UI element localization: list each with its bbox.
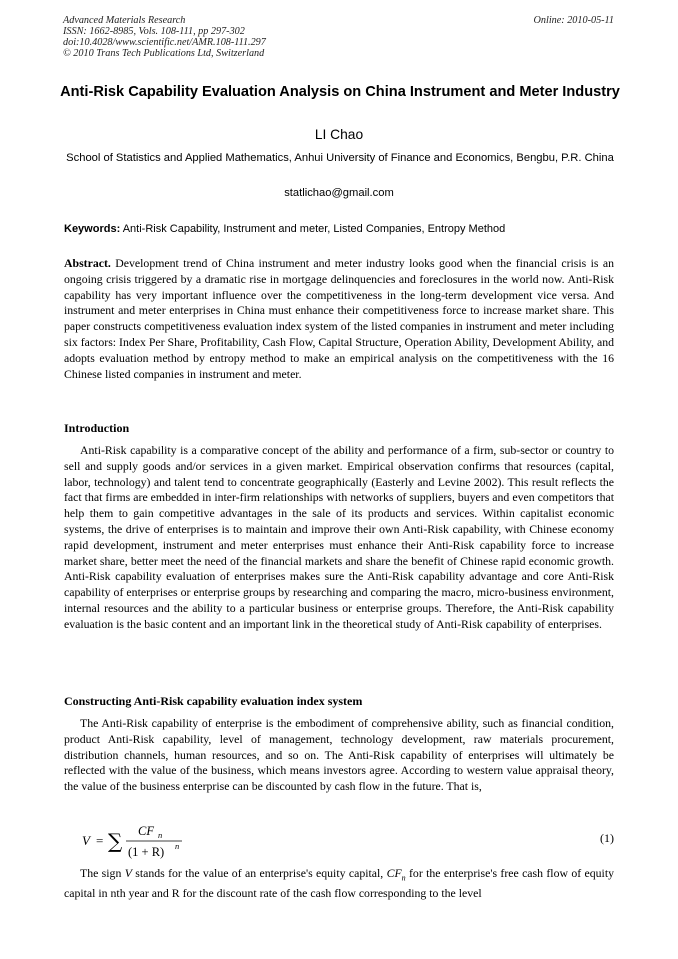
journal-issn: ISSN: 1662-8985, Vols. 108-111, pp 297-302 <box>63 26 245 37</box>
paper-title: Anti-Risk Capability Evaluation Analysis on China Instrument and Meter Industry <box>60 84 620 100</box>
construct-paragraph: The Anti-Risk capability of enterprise is the embodiment of comprehensive ability, such as financial condition, product Anti-Risk capability, level of management, technology development, raw materials procurement, distribution channels, human resources, and so on. The Anti-Risk capability of enterprises will ultimately be reflected with the value of the business, which means investors agree. According to western value appraisal theory, the value of the business enterprise can be discounted by cash flow in the future. That is, <box>64 716 614 794</box>
symbol-cf-sub: n <box>401 873 406 883</box>
keywords-label: Keywords: <box>64 223 121 235</box>
symbol-v: V <box>124 866 132 880</box>
journal-name: Advanced Materials Research <box>63 15 186 26</box>
online-date: Online: 2010-05-11 <box>533 15 614 26</box>
keywords-text: Anti-Risk Capability, Instrument and meter, Listed Companies, Entropy Method <box>122 223 506 235</box>
construct-heading: Constructing Anti-Risk capability evaluation index system <box>64 694 363 708</box>
eq-equals: = <box>96 833 104 848</box>
introduction-paragraph: Anti-Risk capability is a comparative concept of the ability and performance of a firm, sub-sector or country to sell and supply goods and/or services in a given market. Empirical observation confirms that resources (capital, labor, technology) and talent tend to concentrate geographically (Easterly and Levine 2002). This result reflects the fact that firms are embedded in inter-firm relationships with networks of suppliers, buyers and even competitors that help them to gain competitive advantages in the sale of its products and services. Within capitalist economic systems, the drive of enterprises is to maintain and improve their own Anti-Risk capability, with Chinese economy rapid development, instrument and meter enterprises must enhance their Anti-Risk capability force to increase market share, better meet the need of the financial markets and share the benefit of Chinese rapid economic growth. Anti-Risk capability evaluation of enterprises makes sure the Anti-Risk capability advantage and core Anti-Risk capability of enterprises or enterprise groups by researching and comparing the macro, micro-business environment, internal resources and the ability to a particular business or enterprise groups. Therefore, the Anti-Risk capability evaluation is the basic content and an important link in the theoretical study of Anti-Risk capability of enterprises. <box>64 443 614 631</box>
journal-header <box>63 15 393 59</box>
journal-copyright: © 2010 Trans Tech Publications Ltd, Switzerland <box>63 48 265 59</box>
paper-author: LI Chao <box>314 127 364 142</box>
trailing-text-3: for the enterprise's free cash flow of equity capital in nth year and R for the discount rate of the cash flow corresponding to the level <box>64 866 614 901</box>
trailing-paragraph <box>64 866 614 902</box>
eq-numerator-sub: n <box>158 830 163 840</box>
keywords <box>64 222 616 236</box>
eq-sum: ∑ <box>108 829 123 853</box>
introduction-heading: Introduction <box>64 421 130 435</box>
equation-number: (1) <box>600 831 614 845</box>
author-affiliation: School of Statistics and Applied Mathematics, Anhui University of Finance and Economics, Bengbu, P.R. China <box>66 152 614 164</box>
eq-denominator-sup: n <box>175 841 180 851</box>
eq-lhs: V <box>82 833 90 848</box>
equation-formula <box>80 820 280 864</box>
symbol-cf: CF <box>386 866 402 880</box>
journal-doi: doi:10.4028/www.scientific.net/AMR.108-111.297 <box>63 37 266 48</box>
eq-denominator: (1 + R) <box>128 845 165 859</box>
abstract-text: Development trend of China instrument and meter industry looks good when the financial crisis is an ongoing crisis triggered by a dramatic rise in mortgage delinquencies and foreclosures in the world now. Anti-Risk capability has very important influence over the competitiveness in the long-term development vice versa. And instrument and meter enterprises in China must enhance their competitiveness force to increase market share. This paper constructs competitiveness evaluation index system of the listed companies in instrument and meter including six factors: Index Per Share, Profitability, Cash Flow, Capital Structure, Operation Ability, Development Ability, and adopts evaluation method by entropy method to make an empirical analysis on the competitiveness with the 16 Chinese listed companies in instrument and meter. <box>64 256 615 381</box>
eq-numerator: CF <box>138 824 154 838</box>
equation-1 <box>80 820 620 864</box>
author-email: statlichao@gmail.com <box>284 187 394 199</box>
trailing-text-2: stands for the value of an enterprise's equity capital, <box>131 866 387 880</box>
trailing-text-1: The sign <box>80 866 125 880</box>
abstract <box>64 256 614 382</box>
abstract-label: Abstract. <box>64 256 111 270</box>
